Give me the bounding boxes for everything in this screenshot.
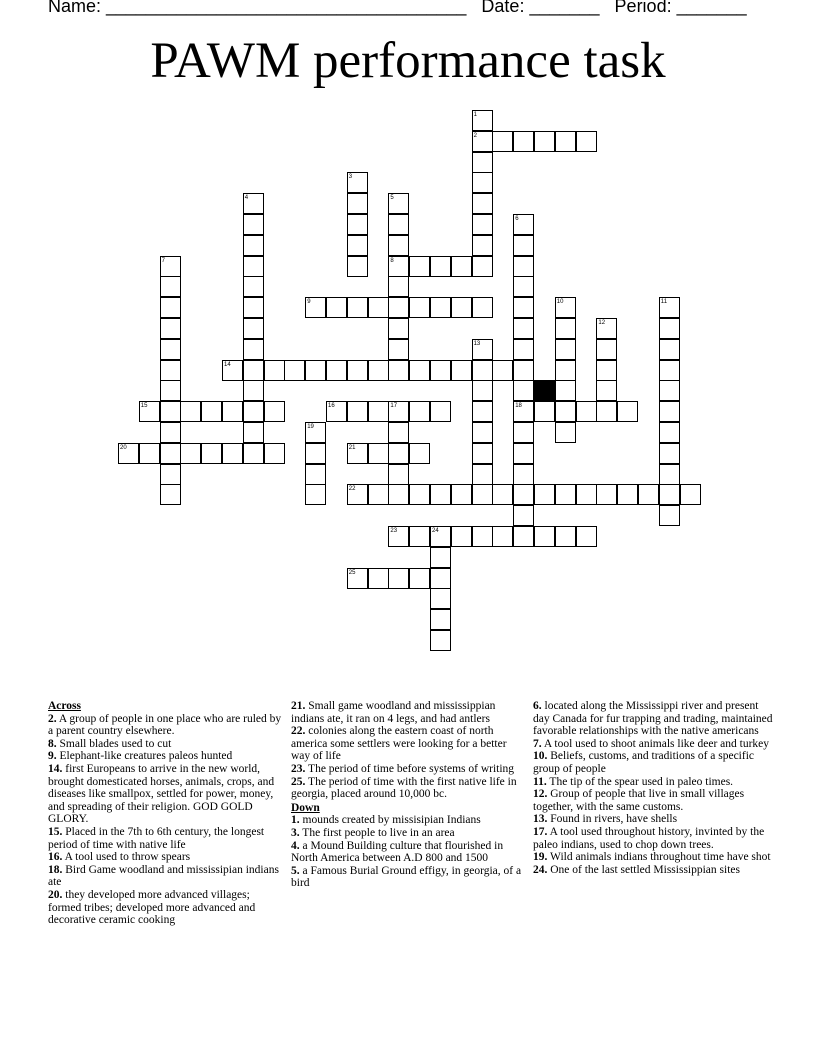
answer-cell[interactable]	[472, 131, 493, 152]
answer-cell[interactable]	[430, 484, 451, 505]
answer-cell[interactable]	[513, 297, 534, 318]
answer-cell[interactable]	[305, 484, 326, 505]
answer-cell[interactable]	[160, 256, 181, 277]
clue-down-7: 7. A tool used to shoot animals like deer and turkey	[533, 737, 770, 750]
answer-cell[interactable]	[243, 339, 264, 360]
answer-cell[interactable]	[243, 297, 264, 318]
answer-cell[interactable]	[388, 422, 409, 443]
answer-cell[interactable]	[659, 505, 680, 526]
clue-number: 15	[140, 403, 148, 410]
answer-cell[interactable]	[555, 484, 576, 505]
answer-cell[interactable]	[243, 443, 264, 464]
clue-down-24: 24. One of the last settled Mississippian sites	[533, 863, 740, 876]
answer-cell[interactable]	[513, 318, 534, 339]
answer-cell[interactable]	[160, 360, 181, 381]
clue-down-5: 5. a Famous Burial Ground effigy, in georgia, of a bird	[291, 864, 522, 890]
answer-cell[interactable]	[472, 256, 493, 277]
clue-number: 6	[515, 216, 519, 222]
answer-cell[interactable]	[368, 568, 389, 589]
answer-cell[interactable]	[513, 235, 534, 256]
clue-down-1: 1. mounds created by missisipian Indians	[291, 814, 481, 827]
answer-cell[interactable]	[659, 339, 680, 360]
clue-across-23: 23. The period of time before systems of writing	[291, 762, 515, 775]
answer-cell[interactable]	[430, 256, 451, 277]
answer-cell[interactable]	[388, 276, 409, 297]
answer-cell[interactable]	[347, 256, 368, 277]
answer-cell[interactable]	[160, 339, 181, 360]
answer-cell[interactable]	[243, 235, 264, 256]
answer-cell[interactable]	[492, 360, 513, 381]
clue-across-9: 9. Elephant-like creatures paleos hunted	[48, 750, 233, 763]
answer-cell[interactable]	[160, 443, 181, 464]
answer-cell[interactable]	[555, 422, 576, 443]
answer-cell[interactable]	[388, 256, 409, 277]
answer-cell[interactable]	[430, 588, 451, 609]
answer-cell[interactable]	[555, 526, 576, 547]
name-label: Name: ____________________________________	[48, 0, 467, 16]
clue-down-12: 12. Group of people that live in small villages together, with the same customs.	[533, 788, 745, 813]
clue-number: 14	[224, 361, 231, 368]
answer-cell[interactable]	[513, 380, 534, 401]
clue-across-22: 22. colonies along the eastern coast of north america some settlers were looking for a better way of life	[291, 725, 507, 763]
answer-cell[interactable]	[472, 464, 493, 485]
clues-column-3	[533, 700, 773, 876]
clue-number: 2	[473, 132, 477, 139]
answer-cell[interactable]	[368, 360, 389, 381]
clue-number: 24	[432, 528, 439, 534]
answer-cell[interactable]	[347, 297, 368, 318]
clue-down-17: 17. A tool used throughout history, invinted by the paleo indians, used to chop down trees.	[533, 825, 765, 851]
clue-number: 4	[244, 195, 249, 202]
answer-cell[interactable]	[409, 360, 430, 381]
answer-cell[interactable]	[388, 339, 409, 360]
answer-cell[interactable]	[243, 318, 264, 339]
answer-cell[interactable]	[326, 297, 347, 318]
answer-cell[interactable]	[243, 193, 264, 214]
answer-cell[interactable]	[472, 526, 493, 547]
answer-cell[interactable]	[659, 464, 680, 485]
answer-cell[interactable]	[596, 360, 617, 381]
answer-cell[interactable]	[409, 443, 430, 464]
answer-cell[interactable]	[347, 214, 368, 235]
answer-cell[interactable]	[596, 380, 617, 401]
clue-down-3: 3. The first people to live in an area	[291, 826, 455, 839]
answer-cell[interactable]	[243, 214, 264, 235]
answer-cell[interactable]	[264, 401, 285, 422]
answer-cell[interactable]	[222, 360, 243, 381]
answer-cell[interactable]	[430, 360, 451, 381]
answer-cell[interactable]	[388, 484, 409, 505]
answer-cell[interactable]	[576, 526, 597, 547]
answer-cell[interactable]	[368, 484, 389, 505]
clue-down-19: 19. Wild animals indians throughout time have shot	[533, 851, 771, 864]
answer-cell[interactable]	[513, 505, 534, 526]
answer-cell[interactable]	[513, 360, 534, 381]
clues-column-1	[48, 700, 284, 927]
answer-cell[interactable]	[326, 360, 347, 381]
answer-cell[interactable]	[160, 276, 181, 297]
clue-number: 5	[390, 195, 394, 202]
answer-cell[interactable]	[180, 401, 201, 422]
answer-cell[interactable]	[576, 131, 597, 152]
answer-cell[interactable]	[492, 484, 513, 505]
answer-cell[interactable]	[160, 318, 181, 339]
answer-cell[interactable]	[617, 484, 638, 505]
answer-cell[interactable]	[555, 297, 576, 318]
answer-cell[interactable]	[638, 484, 659, 505]
answer-cell[interactable]	[534, 401, 555, 422]
answer-cell[interactable]	[347, 401, 368, 422]
answer-cell[interactable]	[513, 464, 534, 485]
clue-number: 11	[660, 299, 668, 306]
answer-cell[interactable]	[472, 484, 493, 505]
answer-cell[interactable]	[160, 297, 181, 318]
answer-cell[interactable]	[388, 318, 409, 339]
answer-cell[interactable]	[596, 484, 617, 505]
clue-across-18: 18. Bird Game woodland and mississipian indians ate	[48, 863, 279, 889]
answer-cell[interactable]	[472, 193, 493, 214]
answer-cell[interactable]	[347, 568, 368, 589]
answer-cell[interactable]	[513, 256, 534, 277]
answer-cell[interactable]	[409, 256, 430, 277]
answer-cell[interactable]	[576, 484, 597, 505]
answer-cell[interactable]	[264, 443, 285, 464]
answer-cell[interactable]	[305, 297, 326, 318]
answer-cell[interactable]	[659, 401, 680, 422]
clue-number: 8	[390, 257, 394, 264]
clue-number: 25	[348, 569, 356, 576]
answer-cell[interactable]	[368, 443, 389, 464]
answer-cell[interactable]	[368, 401, 389, 422]
answer-cell[interactable]	[513, 526, 534, 547]
clue-across-8: 8. Small blades used to cut	[48, 737, 172, 750]
answer-cell[interactable]	[472, 401, 493, 422]
answer-cell[interactable]	[513, 401, 534, 422]
clue-across-2: 2. A group of people in one place who are ruled by a parent country elsewhere.	[48, 712, 282, 738]
across-heading: Across	[48, 700, 82, 712]
answer-cell[interactable]	[243, 380, 264, 401]
answer-cell[interactable]	[305, 422, 326, 443]
answer-cell[interactable]	[659, 422, 680, 443]
answer-cell[interactable]	[472, 297, 493, 318]
answer-cell[interactable]	[472, 152, 493, 173]
answer-cell[interactable]	[555, 401, 576, 422]
clue-number: 20	[120, 444, 127, 451]
answer-cell[interactable]	[430, 609, 451, 630]
answer-cell[interactable]	[347, 193, 368, 214]
clue-number: 23	[390, 528, 398, 534]
answer-cell[interactable]	[451, 256, 472, 277]
answer-cell[interactable]	[534, 484, 555, 505]
answer-cell[interactable]	[472, 380, 493, 401]
answer-cell[interactable]	[139, 443, 160, 464]
answer-cell[interactable]	[160, 422, 181, 443]
answer-cell[interactable]	[555, 318, 576, 339]
answer-cell[interactable]	[659, 380, 680, 401]
answer-cell[interactable]	[368, 297, 389, 318]
answer-cell[interactable]	[305, 443, 326, 464]
answer-cell[interactable]	[472, 443, 493, 464]
clue-number: 12	[598, 320, 606, 326]
answer-cell[interactable]	[596, 339, 617, 360]
clue-number: 10	[556, 299, 564, 306]
clue-number: 22	[348, 486, 356, 493]
answer-cell[interactable]	[472, 214, 493, 235]
answer-cell[interactable]	[534, 131, 555, 152]
answer-cell[interactable]	[659, 297, 680, 318]
answer-cell[interactable]	[243, 401, 264, 422]
date-label: Date: _______	[481, 0, 600, 16]
answer-cell[interactable]	[472, 422, 493, 443]
clue-across-16: 16. A tool used to throw spears	[48, 851, 191, 864]
answer-cell[interactable]	[409, 568, 430, 589]
answer-cell[interactable]	[388, 235, 409, 256]
answer-cell[interactable]	[388, 360, 409, 381]
answer-cell[interactable]	[596, 401, 617, 422]
answer-cell[interactable]	[347, 172, 368, 193]
answer-cell[interactable]	[492, 526, 513, 547]
answer-cell[interactable]	[409, 297, 430, 318]
answer-cell[interactable]	[451, 484, 472, 505]
clue-across-14: 14. first Europeans to arrive in the new world, brought domesticated horses, animals, crops, and diseases like smallpox, settled for power, money, and spreading of their religion. GOD GOLD GLORY.	[48, 762, 275, 826]
answer-cell[interactable]	[472, 235, 493, 256]
clue-down-10: 10. Beliefs, customs, and traditions of a specific group of people	[533, 750, 755, 775]
answer-cell[interactable]	[347, 235, 368, 256]
answer-cell[interactable]	[347, 484, 368, 505]
answer-cell[interactable]	[347, 360, 368, 381]
answer-cell[interactable]	[472, 110, 493, 131]
answer-cell[interactable]	[472, 339, 493, 360]
answer-cell[interactable]	[555, 131, 576, 152]
answer-cell[interactable]	[160, 484, 181, 505]
clue-number: 17	[390, 403, 398, 410]
clue-across-20: 20. they developed more advanced villages; formed tribes; developed more advanced and decorative ceramic cooking	[48, 888, 256, 927]
answer-cell[interactable]	[347, 443, 368, 464]
answer-cell[interactable]	[243, 276, 264, 297]
clues-column-2	[291, 700, 527, 890]
answer-cell[interactable]	[201, 443, 222, 464]
down-heading: Down	[291, 801, 320, 814]
answer-cell[interactable]	[596, 318, 617, 339]
period-label: Period: _______	[614, 0, 747, 16]
answer-cell[interactable]	[513, 484, 534, 505]
answer-cell[interactable]	[430, 568, 451, 589]
answer-cell[interactable]	[680, 484, 701, 505]
answer-cell[interactable]	[264, 360, 285, 381]
answer-cell[interactable]	[513, 214, 534, 235]
answer-cell[interactable]	[160, 380, 181, 401]
answer-cell[interactable]	[659, 484, 680, 505]
answer-cell[interactable]	[451, 526, 472, 547]
answer-cell[interactable]	[160, 401, 181, 422]
answer-cell[interactable]	[305, 360, 326, 381]
answer-cell[interactable]	[201, 401, 222, 422]
page-title: PAWM performance task	[150, 33, 666, 89]
answer-cell[interactable]	[388, 214, 409, 235]
answer-cell[interactable]	[284, 360, 305, 381]
answer-cell[interactable]	[576, 401, 597, 422]
answer-cell[interactable]	[534, 526, 555, 547]
answer-cell[interactable]	[451, 360, 472, 381]
clue-number: 16	[328, 403, 335, 410]
answer-cell[interactable]	[388, 401, 409, 422]
clue-down-11: 11. The tip of the spear used in paleo times.	[533, 775, 734, 788]
answer-cell[interactable]	[409, 401, 430, 422]
clue-number: 18	[515, 403, 522, 410]
clue-down-4: 4. a Mound Building culture that flourished in North America between A.D 800 and 1500	[291, 839, 504, 865]
clue-number: 19	[307, 424, 314, 430]
answer-cell[interactable]	[243, 256, 264, 277]
clue-number: 3	[348, 174, 353, 181]
answer-cell[interactable]	[222, 443, 243, 464]
answer-cell[interactable]	[430, 526, 451, 547]
answer-cell[interactable]	[472, 360, 493, 381]
clue-down-13: 13. Found in rivers, have shells	[533, 813, 678, 826]
answer-cell[interactable]	[617, 401, 638, 422]
answer-cell[interactable]	[513, 339, 534, 360]
answer-cell[interactable]	[388, 443, 409, 464]
clue-down-6: 6. located along the Mississippi river and present day Canada for fur trapping and trading, maintained favorable relationships with the native americans	[533, 700, 773, 738]
clue-across-21: 21. Small game woodland and mississippian indians ate, it ran on 4 legs, and had antlers	[291, 700, 496, 725]
clue-number: 9	[307, 299, 311, 306]
answer-cell[interactable]	[430, 401, 451, 422]
answer-cell[interactable]	[513, 131, 534, 152]
answer-cell[interactable]	[388, 297, 409, 318]
answer-cell[interactable]	[472, 172, 493, 193]
answer-cell[interactable]	[430, 547, 451, 568]
answer-cell[interactable]	[243, 360, 264, 381]
answer-cell[interactable]	[409, 484, 430, 505]
clue-across-15: 15. Placed in the 7th to 6th century, the longest period of time with native life	[48, 825, 265, 851]
blocked-cell	[534, 380, 555, 401]
answer-cell[interactable]	[555, 339, 576, 360]
answer-cell[interactable]	[388, 464, 409, 485]
answer-cell[interactable]	[659, 318, 680, 339]
answer-cell[interactable]	[492, 131, 513, 152]
answer-cell[interactable]	[555, 380, 576, 401]
answer-cell[interactable]	[243, 422, 264, 443]
answer-cell[interactable]	[659, 360, 680, 381]
clue-number: 13	[473, 340, 481, 347]
answer-cell[interactable]	[326, 401, 347, 422]
answer-cell[interactable]	[305, 464, 326, 485]
answer-cell[interactable]	[513, 276, 534, 297]
clue-number: 1	[473, 112, 477, 118]
answer-cell[interactable]	[118, 443, 139, 464]
answer-cell[interactable]	[180, 443, 201, 464]
clue-number: 7	[161, 257, 165, 264]
answer-cell[interactable]	[160, 464, 181, 485]
answer-cell[interactable]	[430, 630, 451, 651]
answer-cell[interactable]	[430, 297, 451, 318]
answer-cell[interactable]	[222, 401, 243, 422]
answer-cell[interactable]	[388, 526, 409, 547]
answer-cell[interactable]	[409, 526, 430, 547]
clue-number: 21	[348, 444, 356, 451]
answer-cell[interactable]	[659, 443, 680, 464]
answer-cell[interactable]	[388, 193, 409, 214]
answer-cell[interactable]	[555, 360, 576, 381]
answer-cell[interactable]	[513, 422, 534, 443]
answer-cell[interactable]	[388, 568, 409, 589]
clue-across-25: 25. The period of time with the first native life in georgia, placed around 10,000 bc.	[291, 775, 517, 801]
answer-cell[interactable]	[139, 401, 160, 422]
answer-cell[interactable]	[451, 297, 472, 318]
answer-cell[interactable]	[513, 443, 534, 464]
